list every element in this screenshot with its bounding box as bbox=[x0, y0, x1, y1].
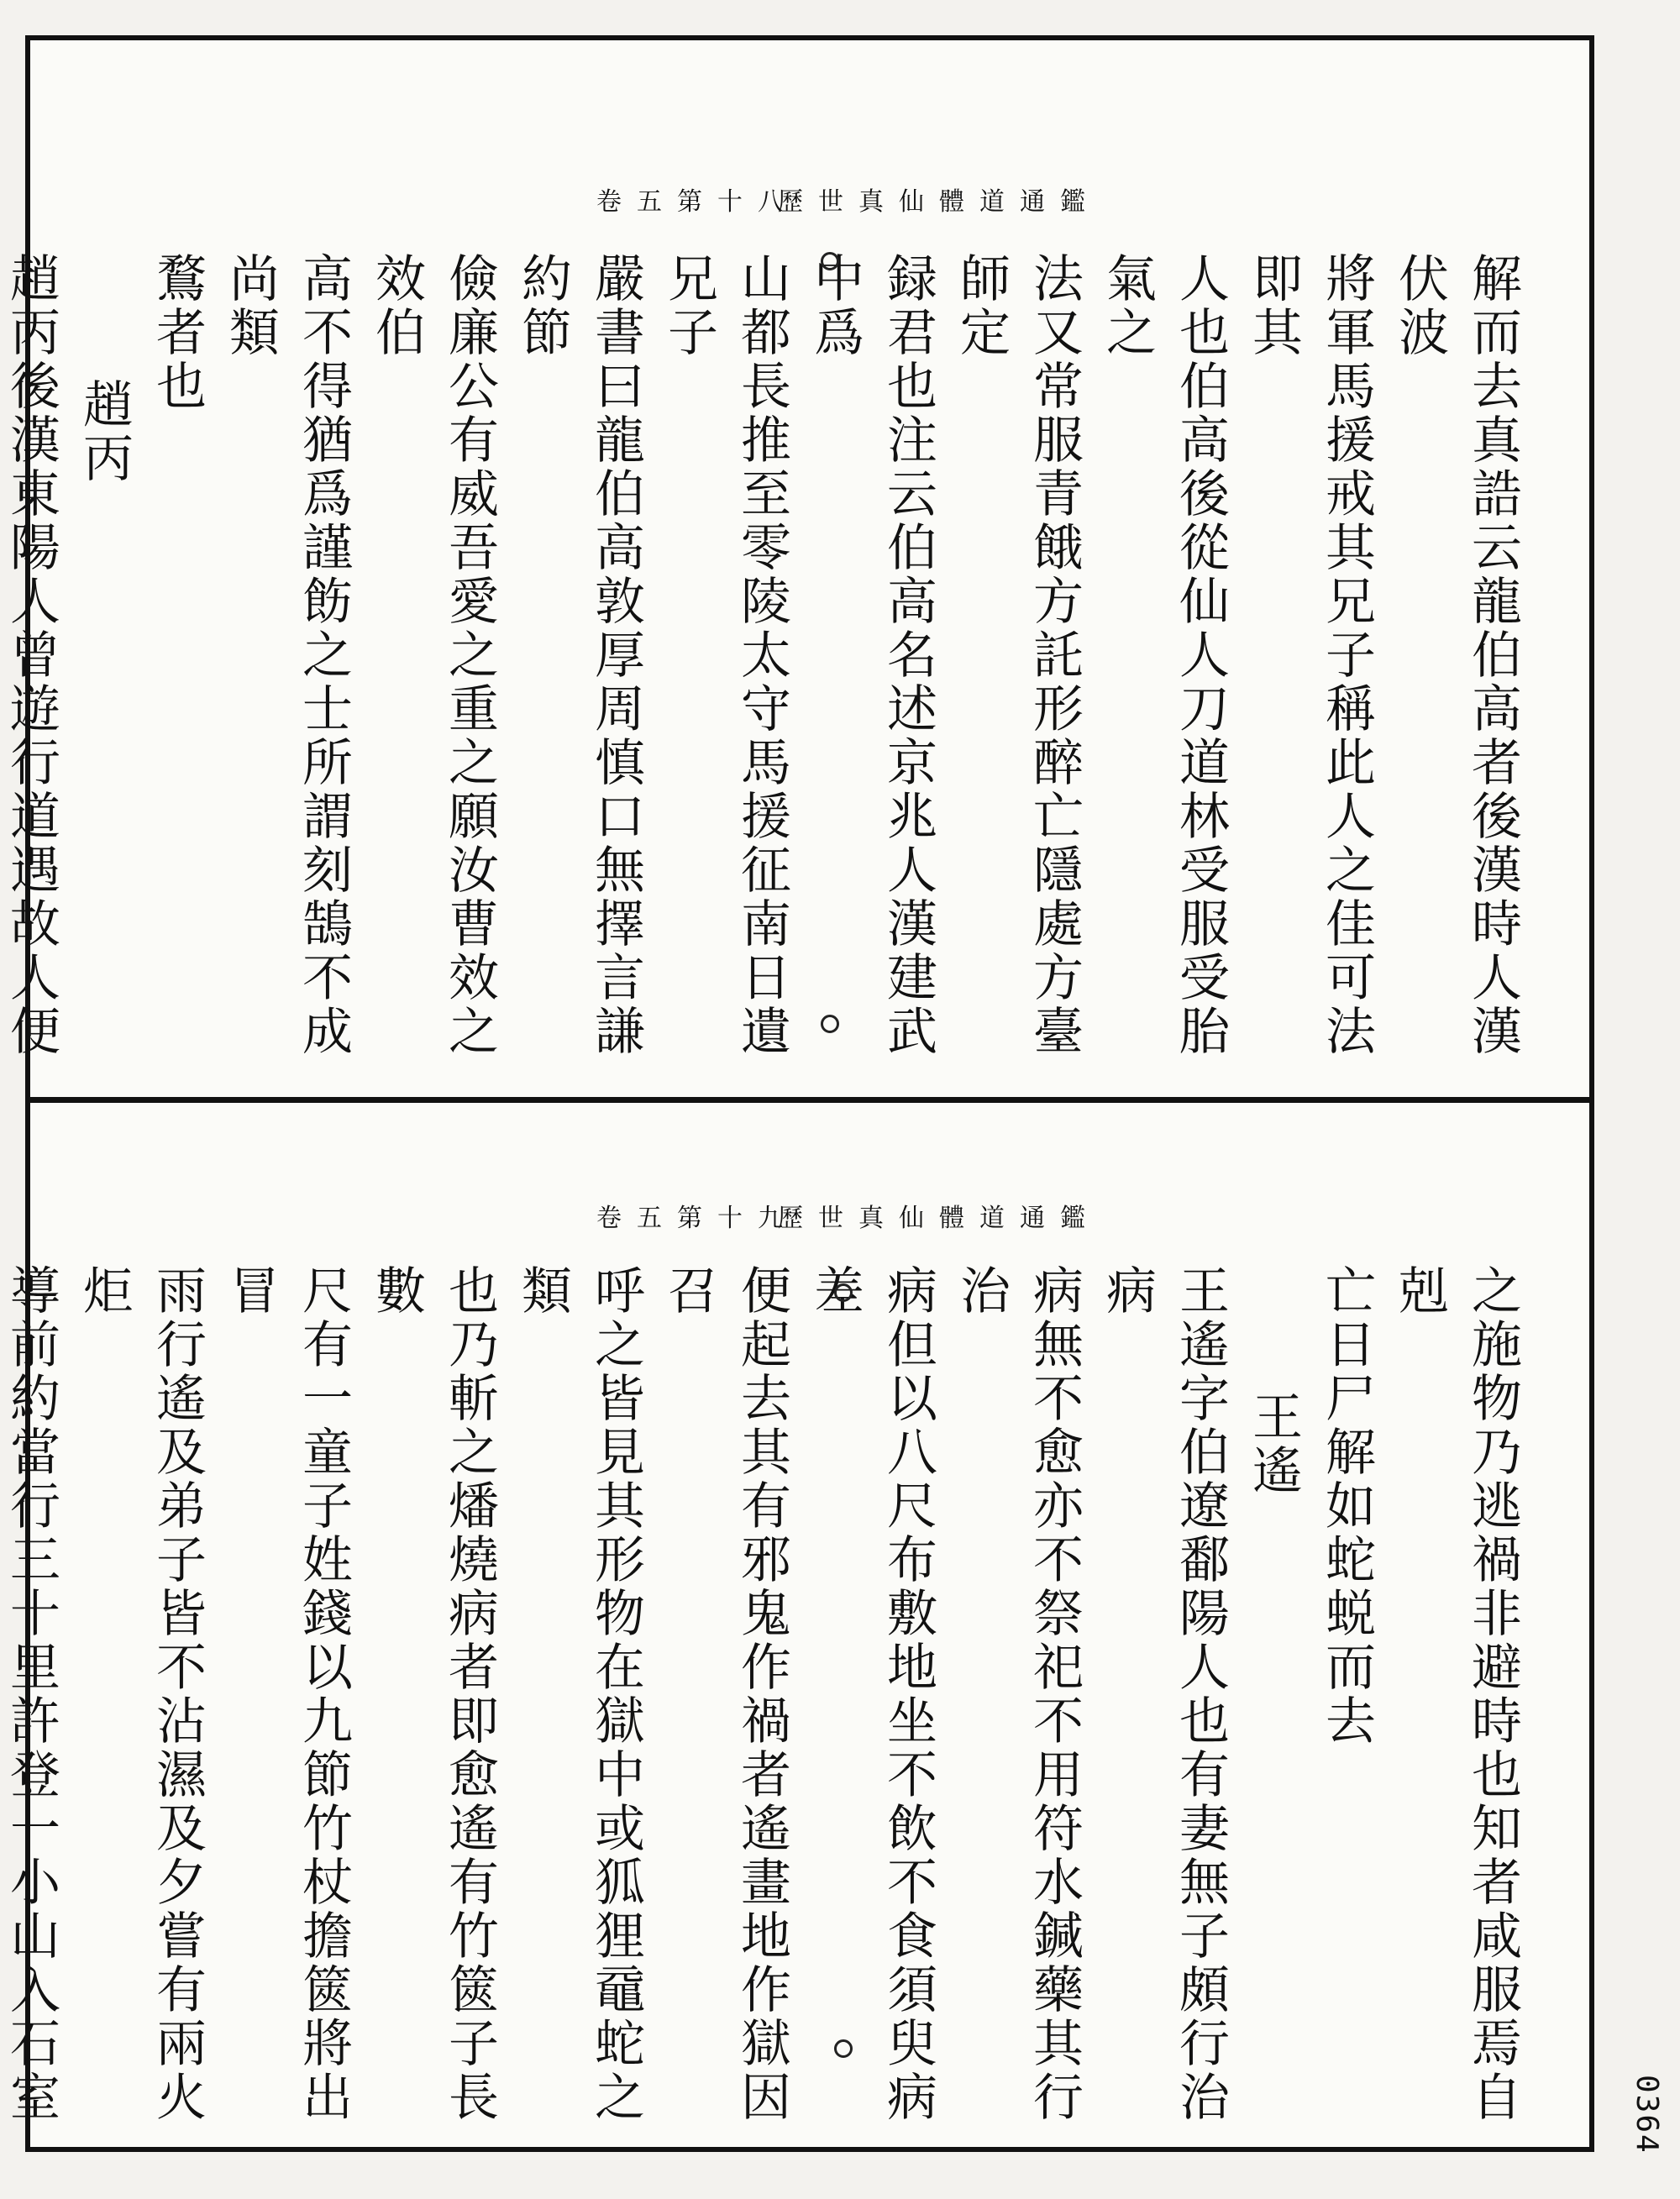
bottom-body-text bbox=[2, 1264, 1529, 2133]
bottom-header-book-title: 歷世真仙體道通鑑 bbox=[778, 1204, 1100, 1233]
text-column: 亡日尸解如蛇蜕而去 bbox=[1317, 1264, 1376, 1748]
top-header bbox=[50, 101, 1571, 217]
text-column: 尺有一童子姓錢以九節竹杖擔篋將出冒 bbox=[221, 1264, 353, 2124]
section-title-wangyao: 王遙 bbox=[1244, 1390, 1303, 1498]
text-column: 將軍馬援戒其兄子稱此人之佳可法即其 bbox=[1244, 252, 1376, 1058]
text-column: 法又常服青餓方託形醉亡隱處方臺師定 bbox=[952, 252, 1084, 1058]
text-column: 高不得猶爲謹飭之士所謂刻鵠不成尚類 bbox=[221, 252, 353, 1058]
text-column: 儉廉公有威吾愛之重之願汝曹效之效伯 bbox=[367, 252, 499, 1058]
text-column: 呼之皆見其形物在獄中或狐狸黿蛇之類 bbox=[513, 1264, 645, 2124]
text-column: 鶩者也 bbox=[148, 252, 207, 413]
text-column: 也乃斬之燔燒病者即愈遙有竹篋子長數 bbox=[367, 1264, 499, 2124]
text-column: 之施物乃逃禍非避時也知者咸服焉自剋 bbox=[1390, 1264, 1522, 2124]
section-title-zhaobing: 趙丙 bbox=[75, 378, 134, 485]
text-column: 人也伯高後從仙人刀道林受服受胎氣之 bbox=[1098, 252, 1230, 1058]
top-page bbox=[2, 101, 1571, 1084]
side-archive-number: 0364 bbox=[1630, 2075, 1664, 2154]
text-column: 導前約當行三十里許登一小山入石室 bbox=[2, 1264, 60, 2124]
circle-marker-icon bbox=[821, 1015, 839, 1033]
circle-marker-icon bbox=[834, 2039, 853, 2058]
text-column: 雨行遙及弟子皆不沾濕及夕嘗有兩火炬 bbox=[75, 1264, 207, 2124]
bottom-header-volume: 卷五第十九 bbox=[596, 1204, 798, 1233]
top-header-volume: 卷五第十八 bbox=[596, 187, 798, 217]
circle-marker-icon bbox=[834, 1283, 853, 1302]
text-column: 解而去真誥云龍伯高者後漢時人漢伏波 bbox=[1390, 252, 1522, 1058]
text-column: 嚴書曰龍伯高敦厚周慎口無擇言謙約節 bbox=[513, 252, 645, 1058]
text-column: 王遙字伯遼鄱陽人也有妻無子頗行治病 bbox=[1098, 1264, 1230, 2124]
text-column: 山都長推至零陵太守馬援征南日遺兄子 bbox=[659, 252, 791, 1058]
circle-marker-icon bbox=[821, 252, 839, 270]
text-column: 病無不愈亦不祭祀不用符水鍼藥其行治 bbox=[952, 1264, 1084, 2124]
text-column: 趙丙後漢東陽人曾遊行道遇故人便 bbox=[2, 252, 60, 1058]
bottom-page bbox=[2, 1117, 1571, 2142]
text-column: 録君也注云伯高名述京兆人漢建武中爲 bbox=[806, 252, 937, 1058]
top-header-book-title: 歷世真仙體道通鑑 bbox=[778, 187, 1100, 217]
text-column: 便起去其有邪鬼作禍者遙畫地作獄因召 bbox=[659, 1264, 791, 2124]
page-divider bbox=[25, 1097, 1594, 1103]
text-column: 病但以八尺布敷地坐不飲不食須臾病差 bbox=[806, 1264, 937, 2124]
bottom-header bbox=[50, 1117, 1571, 1233]
top-body-text bbox=[2, 252, 1529, 1075]
